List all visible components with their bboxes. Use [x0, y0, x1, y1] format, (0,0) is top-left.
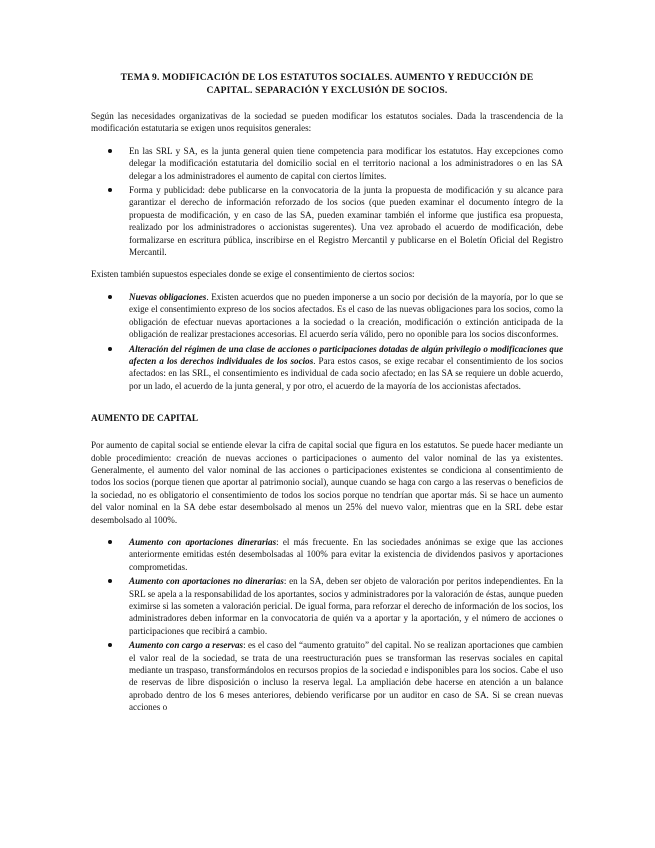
- bullet-icon: [108, 295, 112, 299]
- requisitos-list: [91, 145, 563, 259]
- list-item-text: . Existen acuerdos que no pueden imponerse a un socio por decisión de la mayoría, por lo que se exige el consentimiento expreso de los socios afectados. Es el caso de las nuevas obligaciones para los socios, como la obligación de efectuar nuevas aportaciones a la sociedad o la creación, modificación o extinción anticipada de la obligación de realizar prestaciones accesorias. El acuerdo sería válido, pero no oponible para los socios disconformes.: [129, 291, 563, 340]
- list-item-lead: Aumento con aportaciones dinerarias: [129, 536, 277, 547]
- list-item-text: : en la SA, deben ser objeto de valoración por peritos independientes. En la SRL se apela a la responsabilidad de los aportantes, socios y administradores por la valoración de éstas, aunque pueden eximirse si las someten a valoración pericial. De igual forma, para reforzar el derecho de información de los socios, los administradores deben informar en la convocatoria de quién va a aportar y la aportación, y el número de acciones o participaciones que recibirá a cambio.: [129, 576, 564, 636]
- list-item-lead: Alteración del régimen de una clase de acciones o participaciones dotadas de algún privilegio o modificaciones que afecten a los derechos individuales de los socios: [129, 343, 563, 366]
- list-item-lead: Nuevas obligaciones: [129, 291, 207, 302]
- bullet-icon: [108, 149, 112, 153]
- list-item: [129, 184, 563, 258]
- list-item-text: . Para estos casos, se exige recabar el consentimiento de los socios afectados: en las SRL, el consentimiento es individual de cada socio afectado; en las SA se requiere un doble acuerdo, por un lado, el acuerdo de la junta general, y por otro, el acuerdo de la mayoría de los accionistas afectados.: [129, 355, 563, 391]
- list-item: [129, 291, 563, 341]
- bullet-icon: [108, 540, 112, 544]
- list-item-text: : el más frecuente. En las sociedades anónimas se exige que las acciones anteriormente emitidas estén desembolsadas al 100% para evitar la existencia de dividendos pasivos y aportaciones comprometidas.: [129, 536, 563, 572]
- list-item-lead: Aumento con cargo a reservas: [129, 640, 244, 651]
- list-item: [129, 639, 563, 713]
- list-item-lead: Aumento con aportaciones no dinerarias: [129, 576, 284, 587]
- list-item-text: Forma y publicidad: debe publicarse en la convocatoria de la junta la propuesta de modificación y su alcance para garantizar el derecho de información reforzado de los socios (que pueden examinar el documento íntegro de la propuesta de modificación, y en caso de las SA, pueden examinar también el informe que justifica esa propuesta, realizado por los administradores o accionistas sugerentes). Una vez aprobado el acuerdo de modificación, debe formalizarse en escritura pública, inscribirse en el Registro Mercantil y publicarse en el Boletín Oficial del Registro Mercantil.: [129, 185, 563, 258]
- list-item: [129, 575, 563, 637]
- supuestos-intro: Existen también supuestos especiales donde se exige el consentimiento de ciertos socios:: [91, 269, 415, 280]
- bullet-icon: [108, 643, 112, 647]
- bullet-icon: [108, 579, 112, 583]
- aumento-paragraph: Por aumento de capital social se entiende elevar la cifra de capital social que figura en los estatutos. Se puede hacer mediante un doble procedimiento: creación de nuevas acciones o participaciones o aumento del valor nominal de las ya existentes. Generalmente, el aumento del valor nominal de las acciones o participaciones existentes se condiciona al consentimiento de todos los socios (porque tienen que aportar al patrimonio social), aunque cuando se haga con cargo a las reservas o beneficios de la sociedad, no es obligatorio el consentimiento de todos los socios porque no tendrían que aportar más. Si se hace un aumento del valor nominal en la SA debe estar desembolsado al menos un 25% del nuevo valor, mientras que en la SRL debe estar desembolsado al 100%.: [91, 440, 563, 525]
- list-item-text: : es el caso del “aumento gratuito” del capital. No se realizan aportaciones que cambien el valor real de la sociedad, se trata de una reestructuración pues se transforman las reservas sociales en capital mediante un traspaso, transformándolos en recursos propios de la sociedad e indisponibles para los socios. Cabe el uso de reservas de libre disposición o incluso la reserva legal. La ampliación debe hacerse en atención a un balance aprobado dentro de los 6 meses anteriores, debiendo verificarse por un auditor en caso de SA. Si se crean nuevas acciones o: [129, 640, 564, 713]
- list-item: [129, 343, 563, 393]
- document-title: TEMA 9. MODIFICACIÓN DE LOS ESTATUTOS SOCIALES. AUMENTO Y REDUCCIÓN DE CAPITAL. SEPARACIÓN Y EXCLUSIÓN DE SOCIOS.: [120, 73, 534, 96]
- bullet-icon: [108, 347, 112, 351]
- bullet-icon: [108, 188, 112, 192]
- list-item-text: En las SRL y SA, es la junta general quien tiene competencia para modificar los estatutos. Hay excepciones como delegar la modificación estatutaria del domicilio social en el territorio nacional a los administradores o en las SA delegar a los administradores el aumento de capital con ciertos límites.: [129, 145, 563, 181]
- list-item: [129, 145, 563, 182]
- supuestos-list: [91, 291, 563, 392]
- aumento-list: [91, 536, 563, 714]
- intro-paragraph: Según las necesidades organizativas de la sociedad se pueden modificar los estatutos sociales. Dada la trascendencia de la modificación estatutaria se exigen unos requisitos generales:: [91, 111, 563, 134]
- list-item: [129, 536, 563, 573]
- section-heading-aumento: AUMENTO DE CAPITAL: [91, 414, 199, 425]
